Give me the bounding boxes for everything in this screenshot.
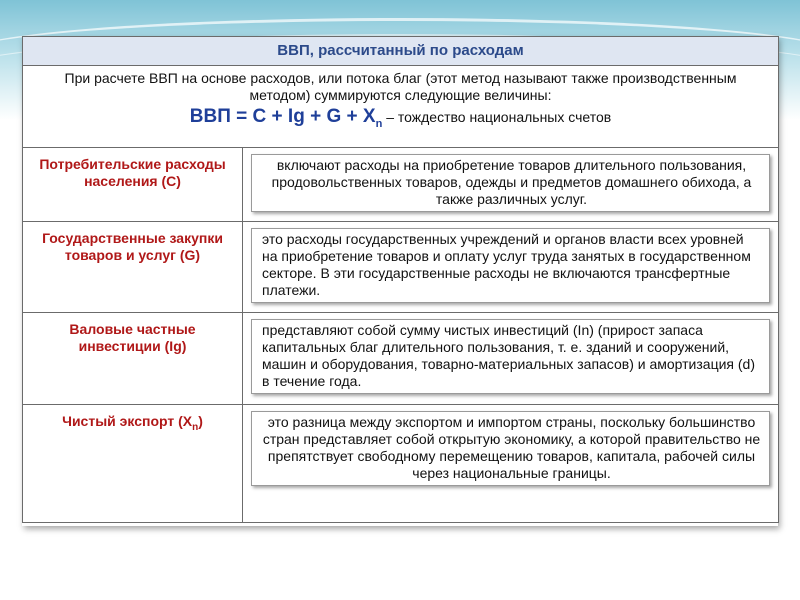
gdp-formula: [33, 108, 768, 133]
term-investment: Валовые частные инвестиции (Ig): [23, 313, 243, 405]
description-cell: [243, 222, 779, 313]
formula-expression: [189, 106, 383, 130]
description-cell: [243, 405, 779, 523]
term-net-export: [23, 405, 243, 523]
formula-subscript: n: [375, 117, 383, 130]
term-consumption: Потребительские расходы населения (С): [23, 148, 243, 222]
intro-row: [23, 66, 779, 148]
table-row: [23, 313, 779, 405]
table-row: [23, 148, 779, 222]
description-consumption: включают расходы на приобретение товаров длительного пользования, продовольственных товаров, одежды и предметов домашнего обихода, а также различных услуг.: [251, 154, 770, 212]
description-investment: представляют собой сумму чистых инвестиций (In) (прирост запаса капитальных благ длительного пользования, т. е. зданий и сооружений, машин и оборудования, товарно-материальных запасов) и амортизация (d) в течение года.: [251, 319, 770, 394]
description-cell: [243, 313, 779, 405]
description-cell: [243, 148, 779, 222]
description-net-export: это разница между экспортом и импортом страны, поскольку большинство стран представляет собой открытую экономику, а которой правительство не препятствует свободному перемещению товаров, капитала, рабочей силы через национальные границы.: [251, 411, 770, 486]
intro-text: При расчете ВВП на основе расходов, или потока благ (этот метод называют также производственным методом) суммируются следующие величины:: [64, 70, 737, 103]
formula-suffix: – тождество национальных счетов: [382, 109, 612, 125]
header-row: [23, 37, 779, 66]
description-government: это расходы государственных учреждений и органов власти всех уровней на приобретение товаров и оплату услуг труда занятых в государственном секторе. В эти государственные расходы не включаются трансфертные платежи.: [251, 228, 770, 303]
gdp-expenditure-table: [22, 36, 779, 523]
table-title: ВВП, рассчитанный по расходам: [23, 37, 779, 66]
term-government: Государственные закупки товаров и услуг (G): [23, 222, 243, 313]
net-export-main: Чистый экспорт (X: [62, 413, 193, 429]
intro-cell: [23, 66, 779, 148]
table-row: [23, 222, 779, 313]
net-export-subscript: n: [192, 421, 199, 433]
table-row: [23, 405, 779, 523]
slide-panel: [22, 36, 778, 526]
net-export-end: ): [198, 413, 203, 429]
formula-main: ВВП = C + Ig + G + X: [189, 106, 376, 127]
